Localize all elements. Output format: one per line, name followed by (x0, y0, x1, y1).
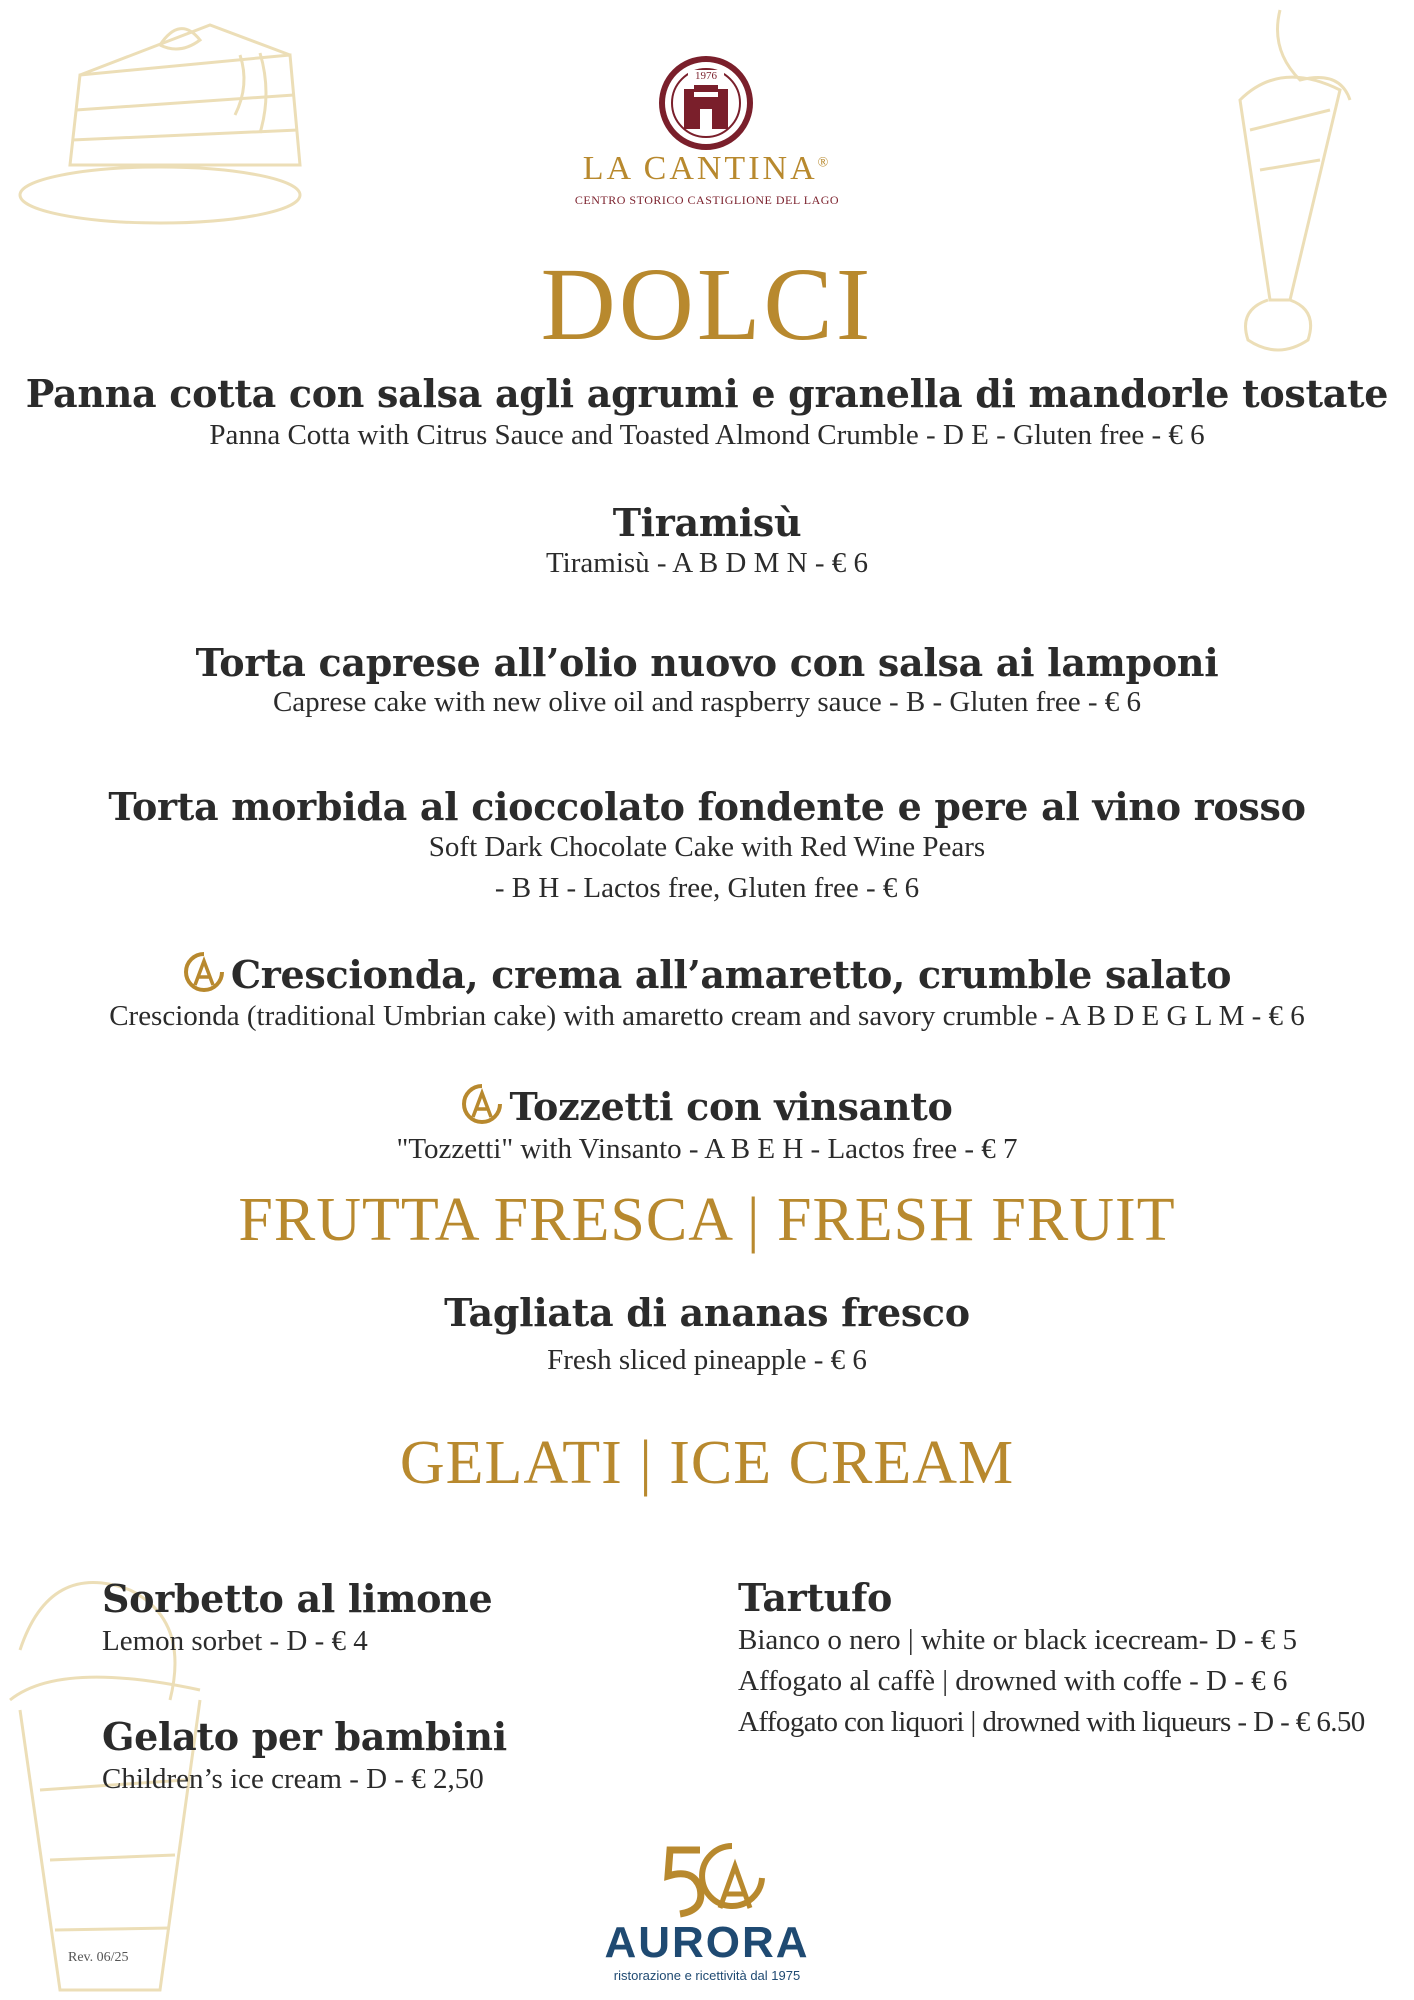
section-heading-fruit: FRUTTA FRESCA | FRESH FRUIT (238, 1186, 1176, 1254)
brand-year: 1976 (688, 70, 724, 82)
item-desc: Crescionda (traditional Umbrian cake) with amaretto cream and savory crumble - A B D E G L M - € 6 (109, 1000, 1305, 1032)
item-title-with-badge (0, 1083, 1414, 1129)
item-title: Tartufo (738, 1575, 893, 1620)
aurora-logo (660, 1838, 780, 1928)
item-title: Tiramisù (612, 500, 802, 545)
item-desc: Children’s ice cream - D - € 2,50 (102, 1763, 484, 1795)
brand-name (0, 150, 1414, 188)
brand-name-text: LA CANTINA (582, 150, 818, 187)
item-desc: Bianco o nero | white or black icecream- D - € 5 (738, 1624, 1298, 1656)
item-desc: Affogato al caffè | drowned with coffe - D - € 6 (738, 1665, 1288, 1697)
item-desc: Caprese cake with new olive oil and raspberry sauce - B - Gluten free - € 6 (272, 686, 1142, 718)
item-title: Panna cotta con salsa agli agrumi e granella di mandorle tostate (25, 371, 1389, 416)
item-desc: Lemon sorbet - D - € 4 (102, 1625, 368, 1657)
item-title: Crescionda, crema all’amaretto, crumble salato (230, 952, 1232, 997)
item-title: Gelato per bambini (102, 1714, 507, 1759)
item-desc: Panna Cotta with Citrus Sauce and Toasted Almond Crumble - D E - Gluten free - € 6 (209, 419, 1205, 451)
aurora-logo-tagline: ristorazione e ricettività dal 1975 (613, 1968, 801, 1983)
item-desc: Fresh sliced pineapple - € 6 (547, 1344, 867, 1376)
item-desc: Soft Dark Chocolate Cake with Red Wine Pears (428, 831, 986, 863)
revision-label: Rev. 06/25 (68, 1950, 129, 1965)
brand-subtitle: CENTRO STORICO CASTIGLIONE DEL LAGO (574, 193, 840, 207)
aurora-a-icon (183, 951, 225, 993)
item-desc: "Tozzetti" with Vinsanto - A B E H - Lactos free - € 7 (396, 1133, 1018, 1165)
item-title: Torta caprese all’olio nuovo con salsa ai lamponi (195, 640, 1219, 685)
item-title: Tagliata di ananas fresco (444, 1290, 970, 1335)
page-title: DOLCI (540, 247, 874, 362)
item-title-with-badge (0, 951, 1414, 997)
aurora-logo-name: AURORA (604, 1918, 810, 1967)
item-title: Torta morbida al cioccolato fondente e pere al vino rosso (108, 784, 1306, 829)
registered-mark: ® (817, 155, 832, 171)
section-heading-gelati: GELATI | ICE CREAM (399, 1429, 1015, 1497)
item-desc-line2: - B H - Lactos free, Gluten free - € 6 (494, 872, 920, 904)
item-title: Tozzetti con vinsanto (509, 1084, 953, 1129)
item-desc: Tiramisù - A B D M N - € 6 (545, 547, 868, 579)
aurora-a-icon (461, 1083, 503, 1125)
item-title: Sorbetto al limone (102, 1576, 493, 1621)
item-desc: Affogato con liquori | drowned with liqueurs - D - € 6.50 (738, 1706, 1365, 1738)
